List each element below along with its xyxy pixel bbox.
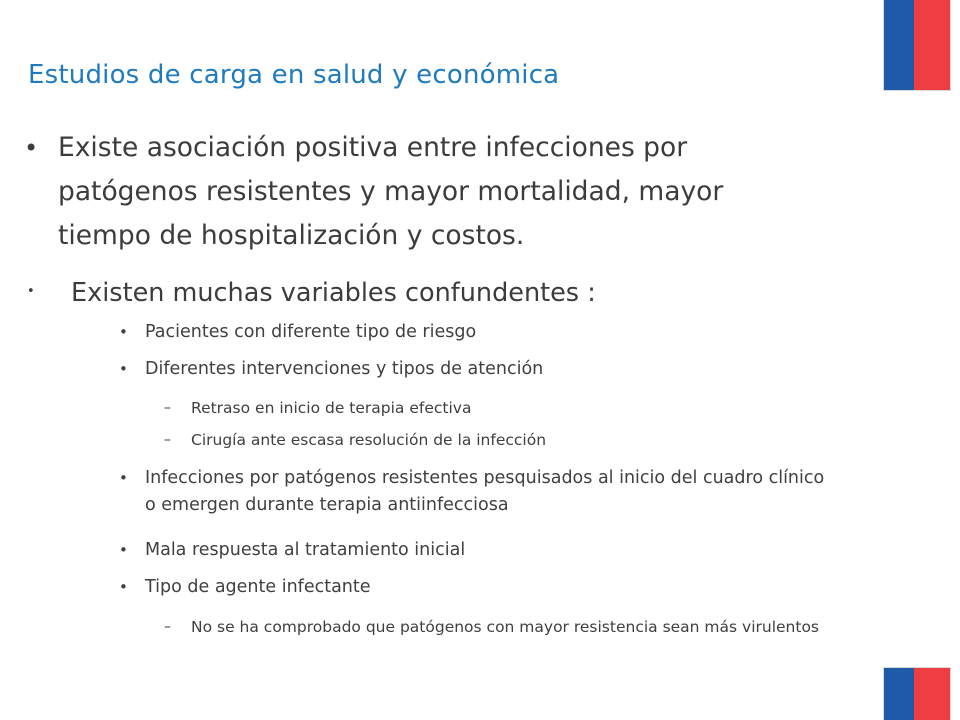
bullet-marker: • [119, 541, 128, 559]
bullet-main-2 [27, 273, 596, 313]
sub-sub-bullet-1 [164, 396, 851, 420]
bullet-text: Existe asociación positiva entre infecciones por patógenos resistentes y mayor mortalidad, mayor tiempo de hospitalización y costos. [58, 132, 724, 251]
bullet-marker: • [119, 578, 128, 596]
bullet-marker: • [119, 360, 128, 378]
bullet-text: Diferentes intervenciones y tipos de atención [145, 359, 544, 379]
bullet-marker: • [119, 469, 128, 487]
bullet-text: Existen muchas variables confundentes : [71, 278, 596, 308]
bullet-text: Tipo de agente infectante [145, 577, 371, 597]
flag-blue-stripe [884, 0, 914, 90]
bullet-marker: • [27, 284, 35, 299]
bullet-marker: • [119, 323, 128, 341]
bullet-text: Infecciones por patógenos resistentes pesquisados al inicio del cuadro clínico o emergen durante terapia antiinfecciosa [145, 468, 825, 515]
sub-sub-bullet-2 [164, 428, 851, 452]
bullet-text: Retraso en inicio de terapia efectiva [191, 399, 472, 417]
flag-red-stripe [914, 668, 950, 720]
sub-bullet-3 [119, 465, 835, 519]
sub-bullet-4 [119, 537, 845, 564]
dash-marker: – [164, 400, 171, 416]
flag-logo-bottom [884, 668, 950, 720]
slide-title: Estudios de carga en salud y económica [28, 60, 560, 90]
bullet-text: Cirugía ante escasa resolución de la infección [191, 431, 547, 449]
flag-blue-stripe [884, 668, 914, 720]
bullet-marker: • [24, 134, 39, 162]
flag-red-stripe [914, 0, 950, 90]
dash-marker: – [164, 619, 171, 635]
sub-bullet-2 [119, 356, 845, 383]
sub-bullet-1 [119, 319, 845, 346]
bullet-main-1 [24, 126, 818, 258]
flag-logo-top [884, 0, 950, 90]
bullet-text: Mala respuesta al tratamiento inicial [145, 540, 466, 560]
sub-bullet-5 [119, 574, 845, 601]
sub-sub-bullet-3 [164, 615, 863, 639]
dash-marker: – [164, 432, 171, 448]
bullet-text: No se ha comprobado que patógenos con mayor resistencia sean más virulentos [191, 618, 820, 636]
bullet-text: Pacientes con diferente tipo de riesgo [145, 322, 477, 342]
